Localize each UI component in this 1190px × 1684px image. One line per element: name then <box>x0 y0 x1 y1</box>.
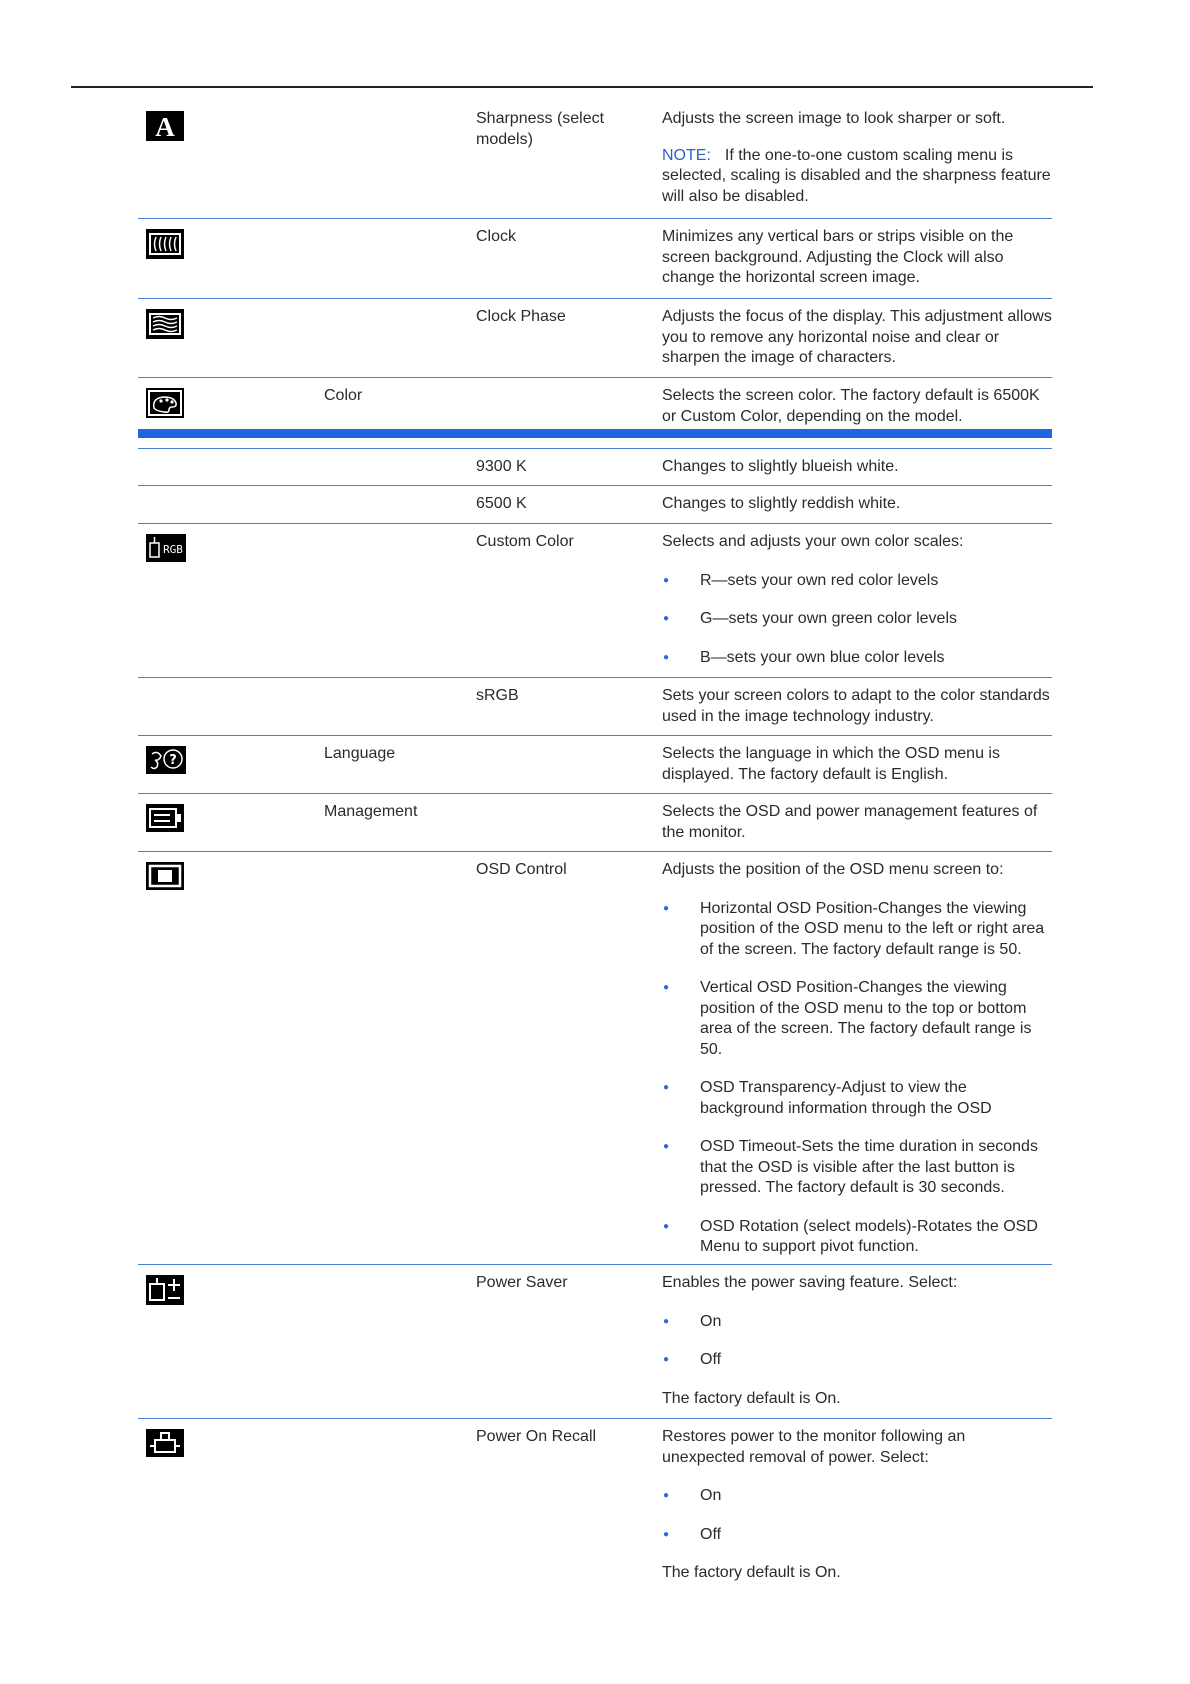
setting-description <box>662 386 1052 427</box>
default-note: The factory default is On. <box>662 1564 841 1581</box>
svg-text:?: ? <box>169 753 177 768</box>
table-row <box>138 101 1052 219</box>
bullet-item: ● On <box>662 1312 1052 1333</box>
bullet-item: ● R—sets your own red color levels <box>662 571 1052 592</box>
setting-description <box>662 1273 1052 1409</box>
clock-phase-icon <box>146 309 184 337</box>
table-row <box>138 736 1052 794</box>
setting-label: Custom Color <box>476 533 574 550</box>
setting-description <box>662 532 1052 668</box>
description-text: Selects the screen color. The factory default is 6500K or Custom Color, depending on the model. <box>662 387 1040 425</box>
bullet-item: ● OSD Transparency-Adjust to view the background information through the OSD <box>662 1078 1052 1119</box>
default-note: The factory default is On. <box>662 1389 841 1407</box>
setting-description <box>662 457 1052 478</box>
osd-control-icon <box>146 862 184 890</box>
header-rule <box>71 86 1093 88</box>
note-label: NOTE: <box>662 146 711 164</box>
custom-rgb-icon <box>146 534 184 562</box>
category-label: Management <box>324 803 418 820</box>
note-text: If the one-to-one custom scaling menu is selected, scaling is disabled and the sharpness feature will also be disabled. <box>662 146 1051 205</box>
setting-label: sRGB <box>476 687 519 704</box>
description-text: Adjusts the position of the OSD menu screen to: <box>662 861 1004 878</box>
setting-label: Sharpness (select models) <box>476 110 605 148</box>
category-label: Language <box>324 745 396 762</box>
osd-menu-table-1 <box>138 101 1052 438</box>
note <box>662 146 1052 208</box>
bullet-item: ● On <box>662 1486 1052 1507</box>
power-on-recall-icon <box>146 1429 184 1457</box>
table-row <box>138 448 1052 486</box>
setting-label: Power Saver <box>476 1274 568 1291</box>
table-row <box>138 486 1052 524</box>
setting-description <box>662 744 1052 785</box>
bullet-item: ● Horizontal OSD Position-Changes the viewing position of the OSD menu to the left or right area of the screen. The factory default range is 50. <box>662 899 1052 961</box>
description-text: Selects the OSD and power management features of the monitor. <box>662 803 1038 841</box>
setting-description <box>662 860 1052 1258</box>
table-row <box>138 794 1052 852</box>
description-text: Restores power to the monitor following an unexpected removal of power. Select: <box>662 1428 966 1466</box>
setting-description <box>662 307 1052 369</box>
setting-description <box>662 109 1052 207</box>
sharpness-icon <box>146 111 184 139</box>
table-row <box>138 852 1052 1265</box>
bullet-item: ● OSD Rotation (select models)-Rotates the OSD Menu to support pivot function. <box>662 1217 1052 1258</box>
description-text: Adjusts the screen image to look sharper or soft. <box>662 110 1006 127</box>
category-label: Color <box>324 387 363 404</box>
bullet-item: ● Off <box>662 1525 1052 1546</box>
osd-menu-table-2 <box>138 448 1052 1599</box>
management-icon <box>146 804 184 832</box>
description-text: Enables the power saving feature. Select: <box>662 1274 958 1291</box>
setting-label: Clock Phase <box>476 308 566 325</box>
bullet-item: ● Vertical OSD Position-Changes the viewing position of the OSD menu to the top or bottom area of the screen. The factory default range is 50. <box>662 978 1052 1060</box>
bullet-item: ● Off <box>662 1350 1052 1371</box>
table-row <box>138 678 1052 736</box>
setting-description <box>662 802 1052 843</box>
description-text: Adjusts the focus of the display. This adjustment allows you to remove any horizontal noise and clear or sharpen the image of characters. <box>662 308 1052 366</box>
setting-label: OSD Control <box>476 861 567 878</box>
setting-description <box>662 494 1052 515</box>
setting-label: 9300 K <box>476 458 527 475</box>
table-row <box>138 1419 1052 1599</box>
svg-text:A: A <box>155 112 175 141</box>
setting-description <box>662 227 1052 289</box>
bullet-item: ● OSD Timeout-Sets the time duration in seconds that the OSD is visible after the last button is pressed. The factory default is 30 seconds. <box>662 1137 1052 1199</box>
description-text: Changes to slightly blueish white. <box>662 458 899 475</box>
power-saver-icon <box>146 1275 184 1303</box>
description-text: Sets your screen colors to adapt to the color standards used in the image technology industry. <box>662 687 1050 725</box>
setting-description <box>662 686 1052 727</box>
table-row <box>138 524 1052 678</box>
setting-label: Clock <box>476 228 517 245</box>
description-text: Changes to slightly reddish white. <box>662 495 901 512</box>
description-text: Minimizes any vertical bars or strips visible on the screen background. Adjusting the Clock will also change the horizontal screen image. <box>662 228 1014 286</box>
description-text: Selects and adjusts your own color scales: <box>662 533 964 550</box>
table-row <box>138 219 1052 299</box>
color-palette-icon <box>146 388 184 416</box>
language-icon <box>146 746 184 774</box>
description-text: Selects the language in which the OSD menu is displayed. The factory default is English. <box>662 745 1000 783</box>
bullet-item: ● G—sets your own green color levels <box>662 609 1052 630</box>
clock-icon <box>146 229 184 257</box>
rgb-text: RGB <box>163 543 183 556</box>
table-row <box>138 299 1052 378</box>
setting-label: 6500 K <box>476 495 527 512</box>
setting-description <box>662 1427 1052 1584</box>
bullet-item: ● B—sets your own blue color levels <box>662 648 1052 669</box>
setting-label: Power On Recall <box>476 1428 597 1445</box>
section-divider-bar <box>138 429 1052 438</box>
table-row <box>138 1265 1052 1419</box>
